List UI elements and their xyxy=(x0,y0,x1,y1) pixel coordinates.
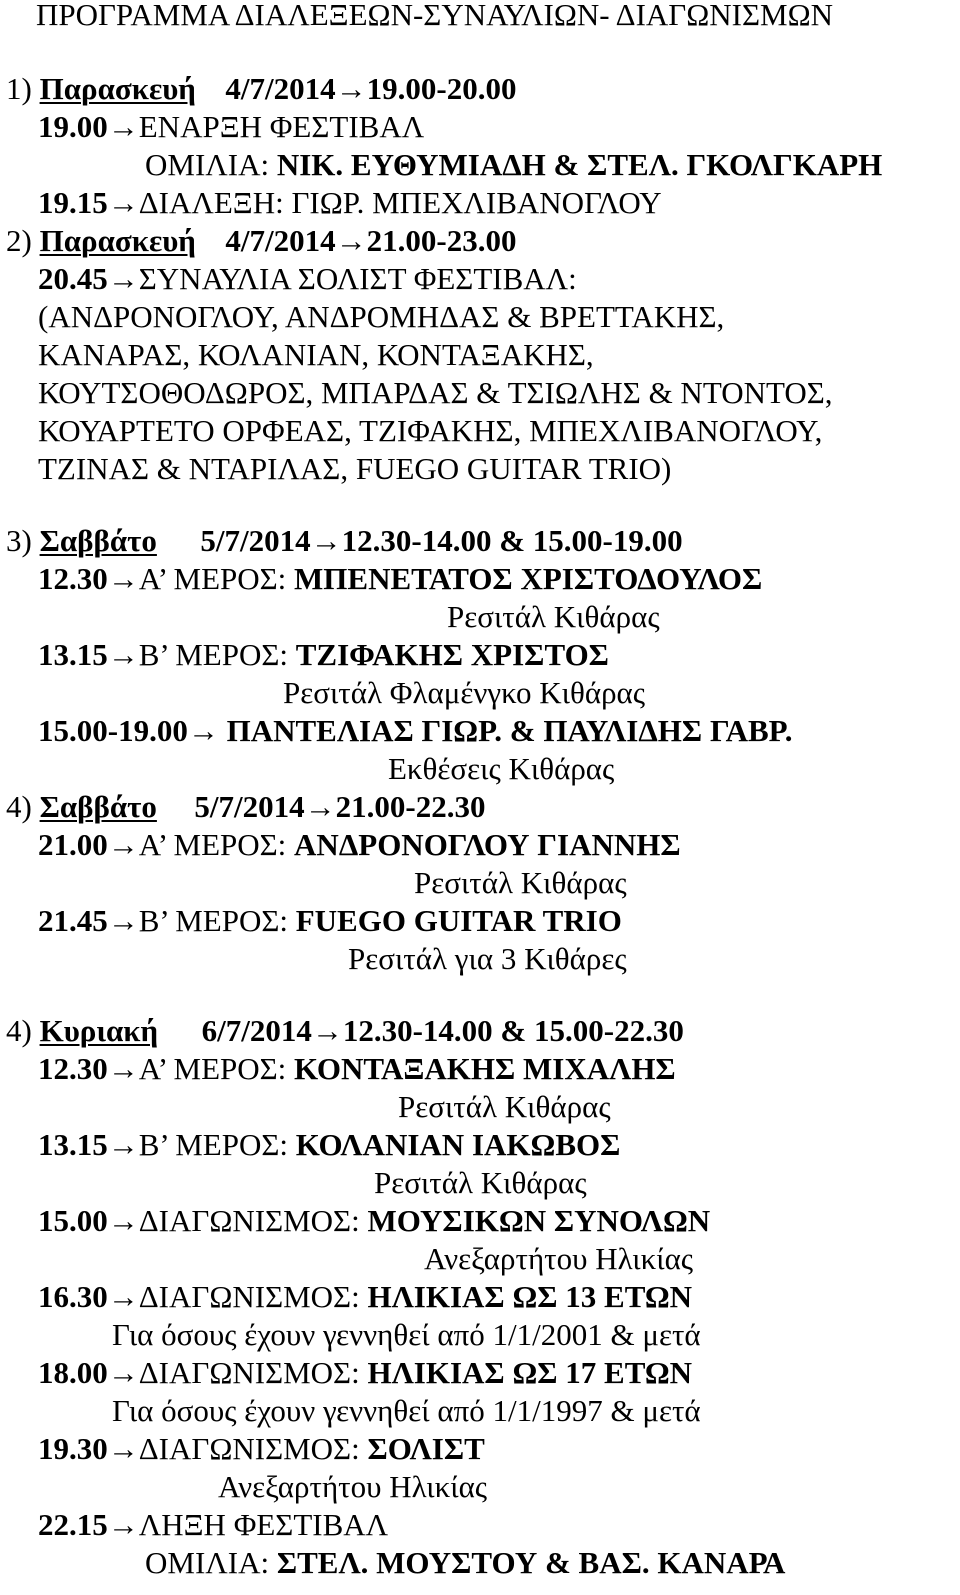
arrow-icon: → xyxy=(107,1431,139,1466)
arrow-icon: → xyxy=(107,185,139,220)
arrow-icon: → xyxy=(335,71,367,106)
event-label: Β’ ΜΕΡΟΣ: xyxy=(138,637,296,672)
event-time: 12.30 xyxy=(38,561,108,596)
event-subline xyxy=(145,1544,785,1582)
event-label: ΟΜΙΛΙΑ: xyxy=(145,147,277,182)
event-text: ΚΟΛΑΝΙΑΝ ΙΑΚΩΒΟΣ xyxy=(295,1127,621,1162)
event-text: ΣΤΕΛ. ΜΟΥΣΤΟΥ & ΒΑΣ. ΚΑΝΑΡΑ xyxy=(276,1545,786,1580)
event-label: Β’ ΜΕΡΟΣ: xyxy=(138,903,296,938)
performer-list-line: ΤΖΙΝΑΣ & ΝΤΑΡΙΛΑΣ, FUEGO GUITAR TRIO) xyxy=(38,451,672,486)
session-time: 12.30-14.00 & 15.00-19.00 xyxy=(341,523,683,558)
event-time: 19.30 xyxy=(38,1431,108,1466)
event-subtitle: Για όσους έχουν γεννηθεί από 1/1/2001 & μετά xyxy=(112,1317,701,1352)
event-subline xyxy=(145,146,882,184)
arrow-icon: → xyxy=(107,109,139,144)
event-text: ΤΖΙΦΑΚΗΣ ΧΡΙΣΤΟΣ xyxy=(295,637,609,672)
session-number: 4) xyxy=(6,1013,32,1048)
event-line xyxy=(38,184,662,222)
arrow-icon: → xyxy=(107,1507,139,1542)
event-text: ΕΝΑΡΞΗ ΦΕΣΤΙΒΑΛ xyxy=(138,109,425,144)
session-date: 4/7/2014 xyxy=(225,223,336,258)
event-text: ΝΙΚ. ΕΥΘΥΜΙΑΔΗ & ΣΤΕΛ. ΓΚΟΛΓΚΑΡΗ xyxy=(276,147,883,182)
event-subtitle: Ρεσιτάλ για 3 Κιθάρες xyxy=(348,941,627,976)
event-subtitle: Ρεσιτάλ Κιθάρας xyxy=(374,1165,587,1200)
session-date: 5/7/2014 xyxy=(200,523,311,558)
event-text: ΑΝΔΡΟΝΟΓΛΟΥ ΓΙΑΝΝΗΣ xyxy=(294,827,681,862)
event-time: 13.15 xyxy=(38,637,108,672)
event-line xyxy=(38,826,681,864)
event-line xyxy=(38,1126,620,1164)
arrow-icon: → xyxy=(107,1203,139,1238)
event-time: 15.00 xyxy=(38,1203,108,1238)
arrow-icon: → xyxy=(107,1355,139,1390)
session-date: 6/7/2014 xyxy=(201,1013,312,1048)
session-day: Κυριακή xyxy=(39,1013,159,1048)
arrow-icon: → xyxy=(107,1051,139,1086)
event-line xyxy=(38,1506,388,1544)
event-time: 20.45 xyxy=(38,261,108,296)
session-number: 1) xyxy=(6,71,32,106)
arrow-icon: → xyxy=(304,789,336,824)
event-time: 19.15 xyxy=(38,185,108,220)
event-line xyxy=(38,260,577,298)
event-text: ΛΗΞΗ ΦΕΣΤΙΒΑΛ xyxy=(138,1507,389,1542)
event-text: ΓΙΩΡ. ΜΠΕΧΛΙΒΑΝΟΓΛΟΥ xyxy=(291,185,662,220)
arrow-icon: → xyxy=(107,261,139,296)
event-label: ΔΙΑΓΩΝΙΣΜΟΣ: xyxy=(138,1279,368,1314)
event-subtitle: Εκθέσεις Κιθάρας xyxy=(388,751,615,786)
event-text: ΜΠΕΝΕΤΑΤΟΣ ΧΡΙΣΤΟΔΟΥΛΟΣ xyxy=(294,561,763,596)
event-subtitle: Για όσους έχουν γεννηθεί από 1/1/1997 & μετά xyxy=(112,1393,701,1428)
event-label: Α’ ΜΕΡΟΣ: xyxy=(138,827,295,862)
event-label: Α’ ΜΕΡΟΣ: xyxy=(138,1051,295,1086)
event-time: 21.00 xyxy=(38,827,108,862)
event-text: ΣΟΛΙΣΤ xyxy=(367,1431,485,1466)
event-time: 15.00-19.00 xyxy=(38,713,188,748)
event-label: ΔΙΑΓΩΝΙΣΜΟΣ: xyxy=(138,1431,368,1466)
session-time: 12.30-14.00 & 15.00-22.30 xyxy=(342,1013,684,1048)
session-number: 2) xyxy=(6,223,32,258)
arrow-icon: → xyxy=(187,713,219,748)
event-time: 16.30 xyxy=(38,1279,108,1314)
session-day: Σαββάτο xyxy=(39,789,157,824)
event-line xyxy=(38,1430,485,1468)
arrow-icon: → xyxy=(107,637,139,672)
performer-list-line: ΚΑΝΑΡΑΣ, ΚΟΛΑΝΙΑΝ, ΚΟΝΤΑΞΑΚΗΣ, xyxy=(38,337,594,372)
arrow-icon: → xyxy=(335,223,367,258)
session-1-header xyxy=(6,70,516,108)
event-text: ΣΥΝΑΥΛΙΑ ΣΟΛΙΣΤ ΦΕΣΤΙΒΑΛ: xyxy=(138,261,577,296)
event-line xyxy=(38,1202,710,1240)
event-label: ΔΙΑΛΕΞΗ: xyxy=(138,185,292,220)
arrow-icon: → xyxy=(107,1127,139,1162)
session-5-header xyxy=(6,1012,684,1050)
event-label: Α’ ΜΕΡΟΣ: xyxy=(138,561,295,596)
session-day: Παρασκευή xyxy=(39,223,196,258)
event-time: 12.30 xyxy=(38,1051,108,1086)
event-line xyxy=(38,1050,676,1088)
event-subtitle: Ρεσιτάλ Κιθάρας xyxy=(398,1089,611,1124)
event-line xyxy=(38,108,424,146)
arrow-icon: → xyxy=(310,523,342,558)
event-time: 18.00 xyxy=(38,1355,108,1390)
session-4-header xyxy=(6,788,485,826)
event-subtitle: Ρεσιτάλ Φλαμένγκο Κιθάρας xyxy=(283,675,646,710)
arrow-icon: → xyxy=(107,827,139,862)
event-text: ΗΛΙΚΙΑΣ ΩΣ 17 ΕΤΩΝ xyxy=(367,1355,693,1390)
event-line xyxy=(38,902,622,940)
event-time: 13.15 xyxy=(38,1127,108,1162)
event-text: ΜΟΥΣΙΚΩΝ ΣΥΝΟΛΩΝ xyxy=(367,1203,711,1238)
event-label: ΔΙΑΓΩΝΙΣΜΟΣ: xyxy=(138,1355,368,1390)
performer-list-line: ΚΟΥΑΡΤΕΤΟ ΟΡΦΕΑΣ, ΤΖΙΦΑΚΗΣ, ΜΠΕΧΛΙΒΑΝΟΓΛΟΥ, xyxy=(38,413,823,448)
event-time: 22.15 xyxy=(38,1507,108,1542)
performer-list-line: (ΑΝΔΡΟΝΟΓΛΟΥ, ΑΝΔΡΟΜΗΔΑΣ & ΒΡΕΤΤΑΚΗΣ, xyxy=(38,299,725,334)
event-line xyxy=(38,1278,692,1316)
event-time: 21.45 xyxy=(38,903,108,938)
event-subtitle: Ρεσιτάλ Κιθάρας xyxy=(447,599,660,634)
session-2-header xyxy=(6,222,516,260)
session-time: 21.00-22.30 xyxy=(335,789,486,824)
event-label: ΔΙΑΓΩΝΙΣΜΟΣ: xyxy=(138,1203,368,1238)
event-text: FUEGO GUITAR TRIO xyxy=(295,903,622,938)
event-label: ΟΜΙΛΙΑ: xyxy=(145,1545,277,1580)
session-number: 4) xyxy=(6,789,32,824)
event-text: ΠΑΝΤΕΛΙΑΣ ΓΙΩΡ. & ΠΑΥΛΙΔΗΣ ΓΑΒΡ. xyxy=(218,713,793,748)
event-subtitle: Ανεξαρτήτου Ηλικίας xyxy=(218,1469,488,1504)
event-line xyxy=(38,560,762,598)
session-number: 3) xyxy=(6,523,32,558)
session-time: 21.00-23.00 xyxy=(366,223,517,258)
event-line xyxy=(38,636,609,674)
page-title: ΠΡΟΓΡΑΜΜΑ ΔΙΑΛΕΞΕΩΝ-ΣΥΝΑΥΛΙΩΝ- ΔΙΑΓΩΝΙΣΜΩΝ xyxy=(36,0,834,32)
session-day: Παρασκευή xyxy=(39,71,196,106)
event-subtitle: Ρεσιτάλ Κιθάρας xyxy=(414,865,627,900)
session-day: Σαββάτο xyxy=(39,523,157,558)
event-subtitle: Ανεξαρτήτου Ηλικίας xyxy=(424,1241,694,1276)
event-label: Β’ ΜΕΡΟΣ: xyxy=(138,1127,296,1162)
arrow-icon: → xyxy=(311,1013,343,1048)
arrow-icon: → xyxy=(107,903,139,938)
event-line xyxy=(38,712,793,750)
session-3-header xyxy=(6,522,683,560)
session-date: 4/7/2014 xyxy=(225,71,336,106)
session-time: 19.00-20.00 xyxy=(366,71,517,106)
event-line xyxy=(38,1354,692,1392)
event-text: ΚΟΝΤΑΞΑΚΗΣ ΜΙΧΑΛΗΣ xyxy=(294,1051,676,1086)
event-time: 19.00 xyxy=(38,109,108,144)
performer-list-line: ΚΟΥΤΣΟΘΟΔΩΡΟΣ, ΜΠΑΡΔΑΣ & ΤΣΙΩΛΗΣ & ΝΤΟΝΤΟΣ, xyxy=(38,375,833,410)
event-text: ΗΛΙΚΙΑΣ ΩΣ 13 ΕΤΩΝ xyxy=(367,1279,693,1314)
session-date: 5/7/2014 xyxy=(194,789,305,824)
arrow-icon: → xyxy=(107,561,139,596)
arrow-icon: → xyxy=(107,1279,139,1314)
